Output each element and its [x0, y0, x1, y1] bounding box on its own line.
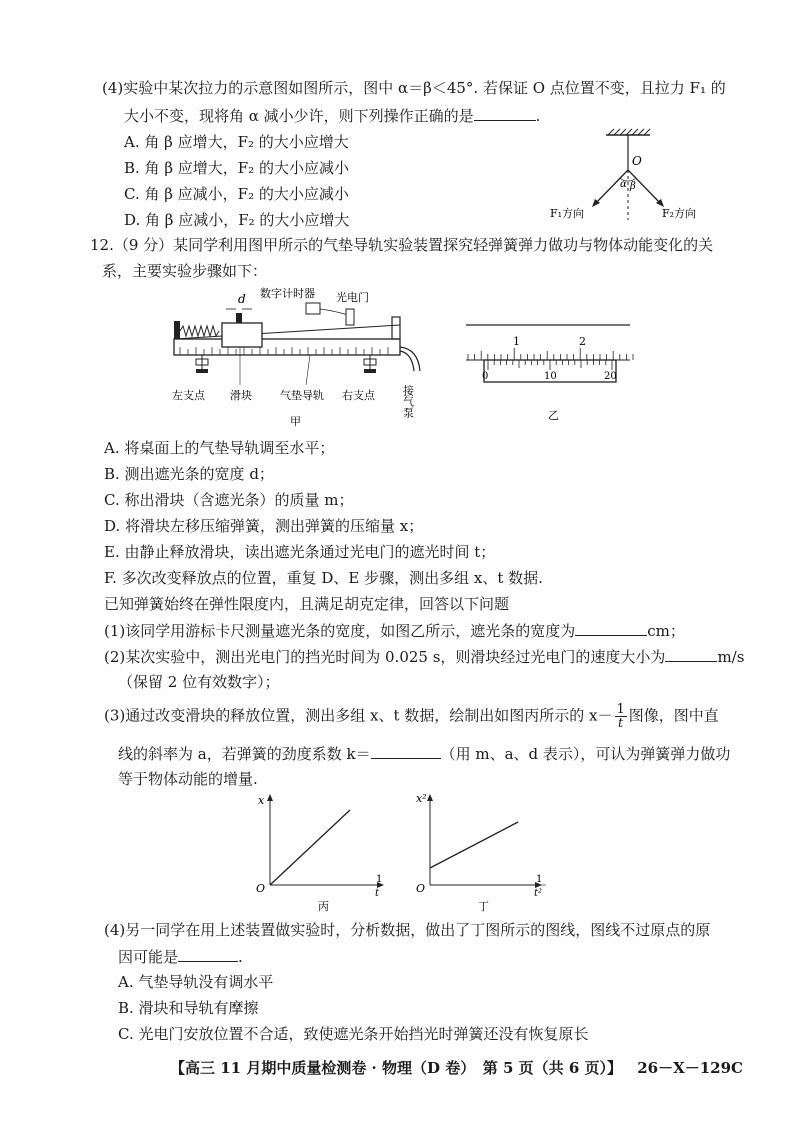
- figure-jia-caption: 甲: [290, 415, 301, 428]
- sub4-option-b: B. 滑块和导轨有摩擦: [118, 999, 259, 1017]
- sub1-text: (1)该同学用游标卡尺测量遮光条的宽度，如图乙所示，遮光条的宽度为: [104, 622, 576, 640]
- x-axis-den: t: [375, 888, 380, 899]
- answer-blank: [178, 945, 238, 962]
- page-footer: [170, 1057, 743, 1079]
- step-d: D. 将滑块左移压缩弹簧，测出弹簧的压缩量 x；: [104, 517, 424, 535]
- graph-ding: [410, 790, 560, 915]
- left-support-label: 左支点: [172, 389, 205, 402]
- force-diagram: [540, 125, 720, 230]
- main-scale-label-2: 2: [579, 335, 586, 348]
- q11-4-line2-end: .: [535, 107, 541, 125]
- sub1-unit: cm；: [647, 622, 685, 640]
- figure-yi-caption: 乙: [548, 409, 559, 422]
- point-o-label: O: [632, 154, 642, 168]
- step-c: C. 称出滑块（含遮光条）的质量 m；: [104, 491, 354, 509]
- x-axis-num: 1: [376, 874, 383, 885]
- sub4-line2: [118, 945, 243, 968]
- vernier-label-20: 20: [604, 371, 617, 382]
- origin-label: O: [416, 882, 426, 895]
- right-support-label: 右支点: [342, 389, 375, 402]
- q11-4-option-d: D. 角 β 应减小，F₂ 的大小应增大: [124, 211, 350, 229]
- answer-blank: [474, 104, 536, 121]
- q12-intro-line2: 系，主要实验步骤如下：: [102, 262, 268, 280]
- graph-ding-caption: 丁: [478, 900, 489, 913]
- air-pump-label: 接气泵: [401, 385, 415, 418]
- timer-label: 数字计时器: [260, 287, 315, 300]
- graph-bing-caption: 丙: [318, 900, 329, 913]
- vernier-caliper: [460, 315, 640, 430]
- alpha-label: α: [620, 179, 627, 190]
- sub4-option-c: C. 光电门安放位置不合适，致使遮光条开始挡光时弹簧还没有恢复原长: [118, 1025, 589, 1043]
- graph-bing: [250, 790, 400, 915]
- q11-4-option-a: A. 角 β 应增大，F₂ 的大小应增大: [124, 133, 349, 151]
- sub4-line2-end: .: [238, 948, 243, 966]
- sub2-note: （保留 2 位有效数字）；: [118, 673, 280, 691]
- answer-blank: [665, 645, 717, 662]
- main-scale-label-1: 1: [513, 335, 520, 348]
- vernier-label-10: 10: [544, 371, 557, 382]
- vernier-scale-ticks: [488, 360, 612, 370]
- footer-code: 26－X－129C: [637, 1059, 743, 1077]
- vernier-label-0: 0: [482, 371, 489, 382]
- q11-4-option-b: B. 角 β 应增大，F₂ 的大小应减小: [124, 159, 349, 177]
- sub4-line2-text: 因可能是: [118, 948, 179, 966]
- sub3-line2-b: （用 m、a、d 表示），可认为弹簧弹力做功: [440, 745, 731, 763]
- sub-question-4: (4)另一同学在用上述装置做实验时，分析数据，做出了丁图所示的图线，图线不过原点的原: [104, 921, 711, 939]
- sub3-text-b: 图像，图中直: [628, 706, 719, 725]
- step-e: E. 由静止释放滑块，读出遮光条通过光电门的遮光时间 t；: [104, 543, 496, 561]
- answer-blank: [371, 742, 441, 759]
- sub2-unit: m/s: [717, 648, 745, 666]
- sub-question-2: [104, 645, 744, 668]
- air-track-apparatus: [160, 285, 440, 435]
- air-rail-label: 气垫导轨: [280, 389, 324, 402]
- step-b: B. 测出遮光条的宽度 d；: [104, 465, 274, 483]
- main-scale-ticks: [468, 348, 633, 360]
- sub2-text: (2)某次实验中，测出光电门的挡光时间为 0.025 s，则滑块经过光电门的速度大小为: [104, 648, 666, 666]
- d-label: d: [238, 292, 246, 306]
- footer-title: 【高三 11 月期中质量检测卷 · 物理（D 卷） 第 5 页（共 6 页）】: [170, 1059, 622, 1077]
- known-conditions: 已知弹簧始终在弹性限度内，且满足胡克定律，回答以下问题: [104, 595, 510, 613]
- sub3-text-a: (3)通过改变滑块的释放位置，测出多组 x、t 数据，绘制出如图丙所示的 x－: [104, 706, 613, 725]
- y-axis-label: x²: [416, 792, 427, 805]
- sub3-line2: [118, 742, 730, 765]
- sub-question-3: [104, 703, 719, 730]
- f1-direction-label: F₁方向: [550, 207, 585, 220]
- q11-4-line2: [124, 104, 540, 127]
- step-f: F. 多次改变释放点的位置，重复 D、E 步骤，测出多组 x、t 数据.: [104, 569, 543, 587]
- fraction-1-over-t: $\frac{1}{t}$: [616, 702, 625, 731]
- sub4-option-a: A. 气垫导轨没有调水平: [118, 973, 274, 991]
- f2-direction-label: F₂方向: [662, 207, 697, 220]
- sub3-line3: 等于物体动能的增量.: [118, 770, 258, 788]
- q12-intro-line1: 12.（9 分）某同学利用图甲所示的气垫导轨实验装置探究轻弹簧弹力做功与物体动能变化的关: [90, 236, 714, 254]
- photogate-label: 光电门: [336, 291, 369, 304]
- step-a: A. 将桌面上的气垫导轨调至水平；: [104, 439, 335, 457]
- sub-question-1: [104, 619, 685, 642]
- q11-4-line2-text: 大小不变，现将角 α 减小少许，则下列操作正确的是: [124, 107, 474, 125]
- x-axis-den: t²: [534, 888, 543, 899]
- line-through-origin: [270, 810, 350, 885]
- x-axis-num: 1: [536, 874, 543, 885]
- slider-label: 滑块: [230, 389, 252, 402]
- sub3-line2-a: 线的斜率为 a，若弹簧的劲度系数 k＝: [118, 745, 371, 763]
- origin-label: O: [256, 882, 266, 895]
- q11-4-option-c: C. 角 β 应减小，F₂ 的大小应减小: [124, 185, 349, 203]
- beta-label: β: [630, 181, 636, 192]
- answer-blank: [575, 619, 647, 636]
- y-axis-label: x: [258, 794, 265, 807]
- line-with-intercept: [430, 822, 518, 868]
- q11-4-line1: (4)实验中某次拉力的示意图如图所示，图中 α＝β＜45°. 若保证 O 点位置不变，且拉力 F₁ 的: [102, 79, 726, 97]
